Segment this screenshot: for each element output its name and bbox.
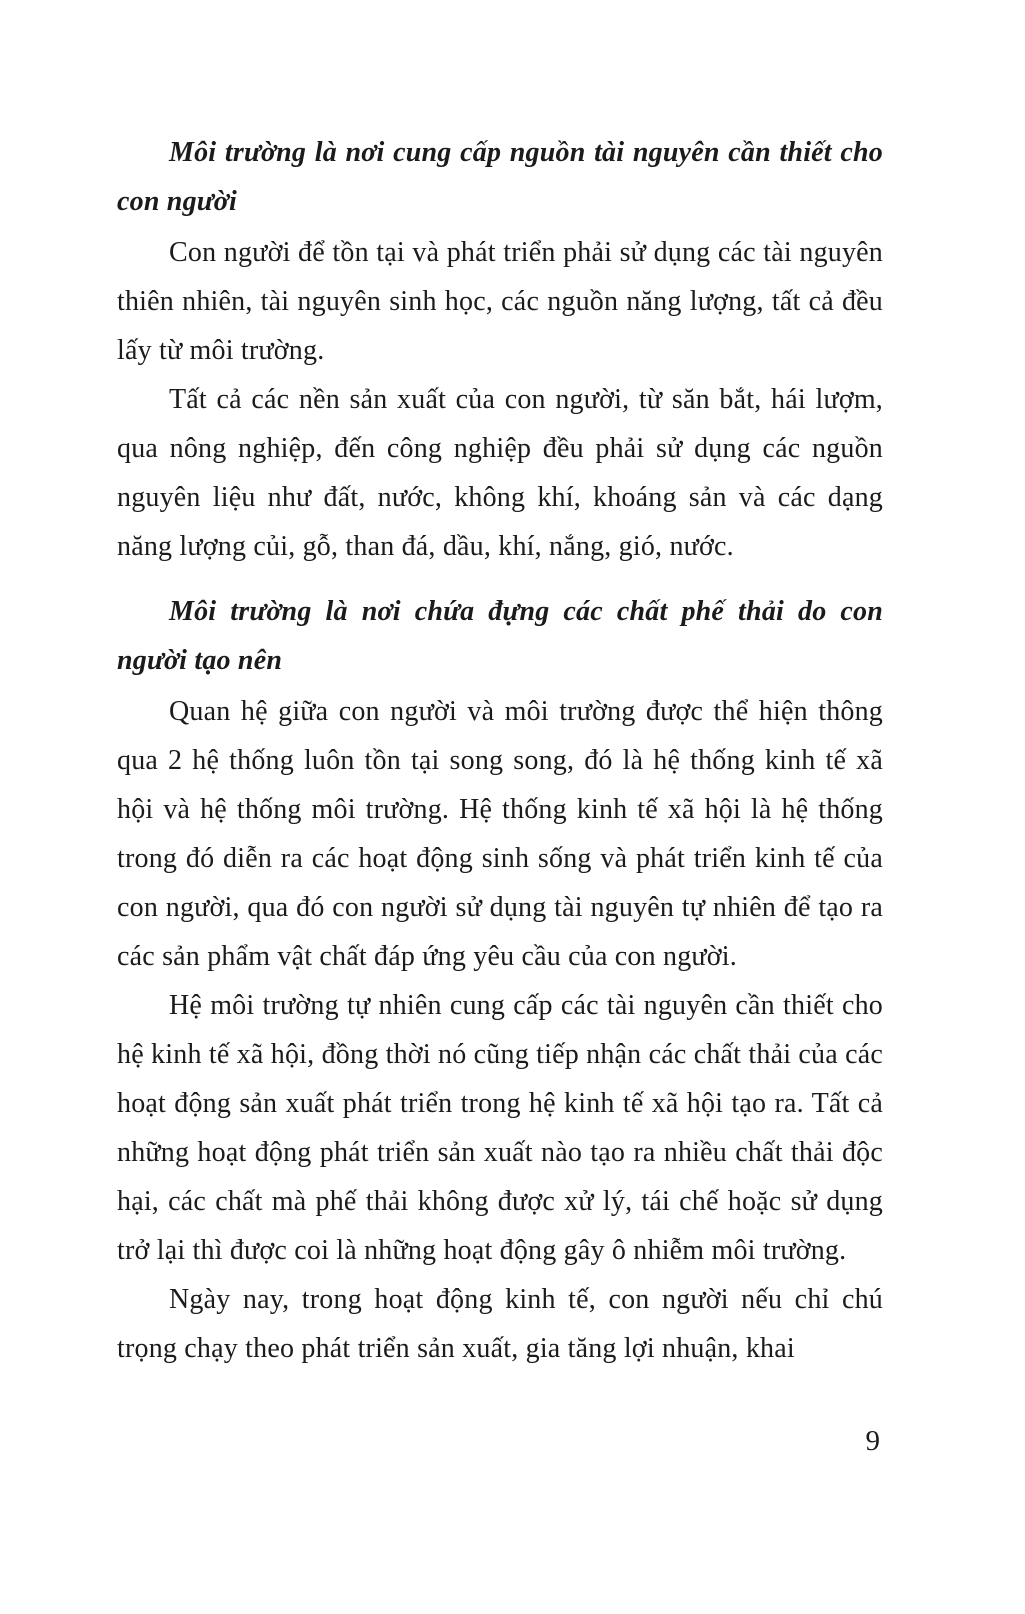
section-heading-waste: Môi trường là nơi chứa đựng các chất phế thải do con người tạo nên bbox=[117, 596, 883, 676]
paragraph: Tất cả các nền sản xuất của con người, từ săn bắt, hái lượm, qua nông nghiệp, đến công nghiệp đều phải sử dụng các nguồn nguyên liệu như đất, nước, không khí, khoáng sản và các dạng năng lượng củi, gỗ, than đá, dầu, khí, nắng, gió, nước. bbox=[117, 384, 883, 562]
page-content bbox=[117, 112, 883, 1373]
paragraph: Ngày nay, trong hoạt động kinh tế, con người nếu chỉ chú trọng chạy theo phát triển sản xuất, gia tăng lợi nhuận, khai bbox=[117, 1284, 883, 1364]
page-number: 9 bbox=[865, 1425, 880, 1457]
paragraph: Quan hệ giữa con người và môi trường được thể hiện thông qua 2 hệ thống luôn tồn tại song song, đó là hệ thống kinh tế xã hội và hệ thống môi trường. Hệ thống kinh tế xã hội là hệ thống trong đó diễn ra các hoạt động sinh sống và phát triển kinh tế của con người, qua đó con người sử dụng tài nguyên tự nhiên để tạo ra các sản phẩm vật chất đáp ứng yêu cầu của con người. bbox=[117, 696, 883, 972]
paragraph: Con người để tồn tại và phát triển phải sử dụng các tài nguyên thiên nhiên, tài nguyên sinh học, các nguồn năng lượng, tất cả đều lấy từ môi trường. bbox=[117, 237, 883, 366]
section-heading-resources: Môi trường là nơi cung cấp nguồn tài nguyên cần thiết cho con người bbox=[117, 137, 883, 217]
paragraph: Hệ môi trường tự nhiên cung cấp các tài nguyên cần thiết cho hệ kinh tế xã hội, đồng thời nó cũng tiếp nhận các chất thải của các hoạt động sản xuất phát triển trong hệ kinh tế xã hội tạo ra. Tất cả những hoạt động phát triển sản xuất nào tạo ra nhiều chất thải độc hại, các chất mà phế thải không được xử lý, tái chế hoặc sử dụng trở lại thì được coi là những hoạt động gây ô nhiễm môi trường. bbox=[117, 990, 883, 1266]
